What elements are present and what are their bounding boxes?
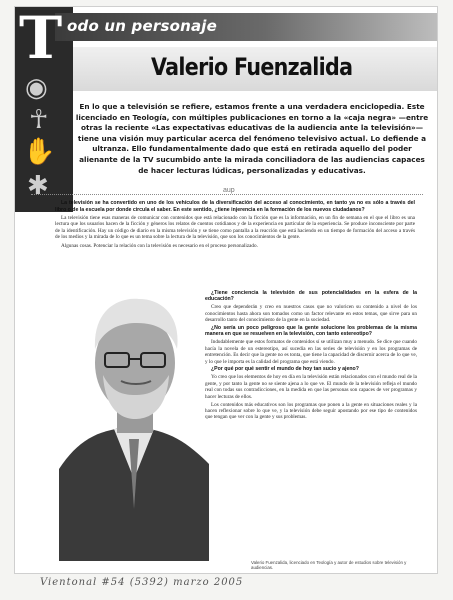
- body-paragraph-2: La televisión tiene esas maneras de comunicar con contenidos que está relacionado con la ficción que es la información, en un fin de semana en el que el libro es una lectura que los usuarios hacen de la ficción y géneros los relatos de cuentos cotidianos y de la experiencia en particular de la experiencia. Se produce inconsciente por parte de la identificación. Hay un código de diario en la misma televisión y se tiene como pantalla a la reacción que está haciendo en un tiempo de formación del acceso a través de los medios y la mirada de lo que es un tema sobre la lectura de la televisión, que son los conocimientos de la gente.: [55, 214, 415, 241]
- handwritten-annotation: Vientonal #54 (5392) marzo 2005: [40, 577, 244, 588]
- divider-mark: aup: [223, 187, 235, 194]
- headline-name: Valerio Fuenzalida: [151, 53, 353, 81]
- photo-caption: Valerio Fuenzalida, licenciado en Teología y autor de estudios sobre televisión y audiencias.: [251, 560, 407, 571]
- right-paragraph-4: Indudablemente que estos formatos de contenidos sí se utilizan muy a menudo. Se dice que cuando hacía la novela de un estereotipo, así sucedía en las series de televisión y en los programas de entretención. Es decir que la gente no es tonta, que tiene la capacidad de discernir acerca de lo que ve, y lo que le importa es la calidad del programa que está viendo.: [205, 339, 417, 365]
- portrait-illustration: [59, 279, 209, 561]
- right-paragraph-3: ¿No sería un poco peligroso que la gente solucione los problemas de la misma manera en que se resuelven en la televisión, con tanto estereotipo?: [205, 325, 417, 338]
- right-paragraph-7: Los contenidos más educativos son los programas que ponen a la gente en situaciones reales y la hacen reflexionar sobre lo que ve, y la televisión debe seguir apostando por ese tipo de contenidos que tengan que ver con la gente y sus problemas.: [205, 401, 417, 421]
- right-paragraph-5: ¿Por qué por qué sentir el mundo de hoy tan sucio y ajeno?: [211, 366, 359, 373]
- section-divider: [31, 194, 423, 195]
- right-paragraph-2: Creo que dependerán y creo en nuestros casos que no valoricen su contenido a nivel de los conocimientos hasta ahora son tomados como un factor relevante en estos temas, que sirve para un desarrollo tanto del conocimiento de la gente en la sociedad.: [205, 304, 417, 324]
- body-paragraph-3: Algunas cosas. Potenciar la relación con la televisión es necesario en el proceso personalizado.: [61, 242, 258, 249]
- body-paragraph-1: La televisión se ha convertido en uno de los vehículos de la diversificación del acceso al conocimiento, en tanto ya no es sólo a través del libro o de la escuela por donde circula el saber. En este sentido, ¿tiene injerencia en la formación de los nuevos ciudadanos?: [55, 200, 415, 213]
- eye-symbol-icon: ◉: [25, 73, 48, 103]
- headline-box: [73, 47, 437, 91]
- lead-paragraph: En lo que a televisión se refiere, estamos frente a una verdadera enciclopedia. Este licenciado en Teología, con múltiples publicaciones en torno a la «caja negra» —entre otras la reciente «Las expectativas educativas de la audiencia ante la televisión»— tiene una visión muy particular acerca del fenómeno televisivo actual. Lo defiende a ultranza. Ello fundamentalmente dado que está en retirada aquello del poder alienante de la TV sucumbido ante la mirada conciliadora de las audiencias capaces de hacer lecturas lúdicas, personalizadas y educativas.: [75, 102, 429, 175]
- magazine-page: [14, 6, 438, 574]
- figure-symbol-icon: ☥: [29, 105, 49, 135]
- intro-body: [55, 200, 415, 251]
- section-initial: T: [19, 6, 61, 72]
- star-symbol-icon: ✱: [27, 171, 49, 201]
- hand-symbol-icon: ✋: [23, 137, 56, 167]
- right-paragraph-1: ¿Tiene conciencia la televisión de sus potencialidades en la esfera de la educación?: [205, 290, 417, 303]
- right-paragraph-6: Yo creo que los elementos de hoy en día en la televisión están relacionados con el mundo real de la gente, y por tanto la gente no se siente ajena a lo que ve. El mundo de la televisión refleja el mundo real con todas sus contradicciones, en la medida en que las personas son capaces de ver programas y hacer lecturas de ellos.: [205, 374, 417, 400]
- portrait-photo: [59, 279, 209, 561]
- section-title: odo un personaje: [67, 17, 218, 35]
- interview-column: [205, 290, 417, 422]
